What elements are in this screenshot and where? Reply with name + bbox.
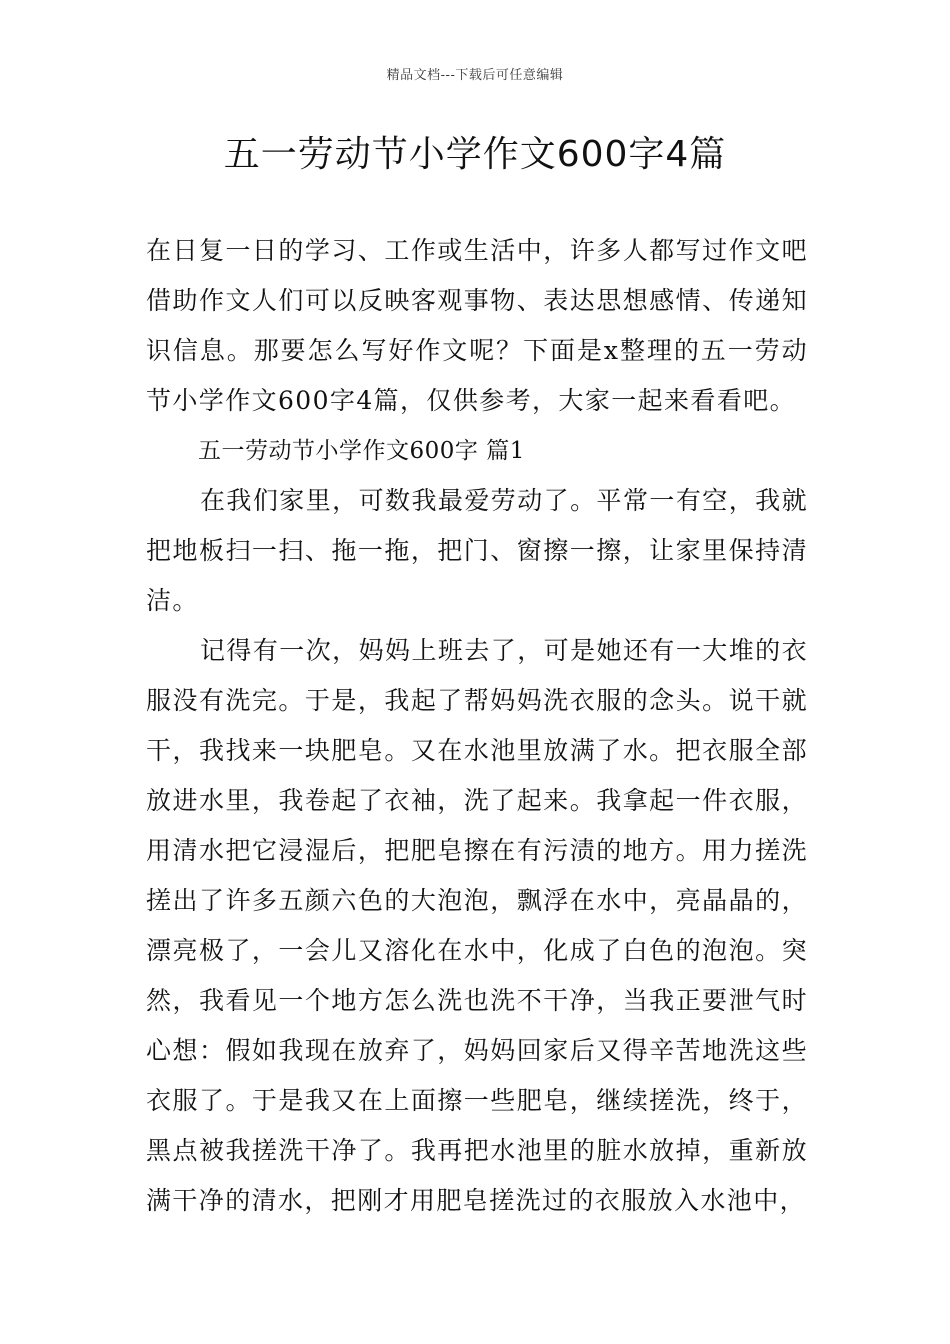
body-paragraph-1: 在我们家里，可数我最爱劳动了。平常一有空，我就把地板扫一扫、拖一拖，把门、窗擦一擦，让家里保持清洁。 (146, 486, 808, 615)
document-body (146, 226, 808, 1226)
document-title: 五一劳动节小学作文600字4篇 (223, 134, 727, 175)
header-note: 精品文档---下载后可任意编辑 (386, 68, 564, 83)
section-heading: 五一劳动节小学作文600字 篇1 (198, 438, 525, 464)
intro-paragraph: 在日复一日的学习、工作或生活中，许多人都写过作文吧借助作文人们可以反映客观事物、表达思想感情、传递知识信息。那要怎么写好作文呢？下面是x整理的五一劳动节小学作文600字4篇，仅供参考，大家一起来看看吧。 (146, 236, 808, 415)
body-paragraph-2: 记得有一次，妈妈上班去了，可是她还有一大堆的衣服没有洗完。于是，我起了帮妈妈洗衣服的念头。说干就干，我找来一块肥皂。又在水池里放满了水。把衣服全部放进水里，我卷起了衣袖，洗了起来。我拿起一件衣服，用清水把它浸湿后，把肥皂擦在有污渍的地方。用力搓洗搓出了许多五颜六色的大泡泡，飘浮在水中，亮晶晶的，漂亮极了，一会儿又溶化在水中，化成了白色的泡泡。突然，我看见一个地方怎么洗也洗不干净，当我正要泄气时心想：假如我现在放弃了，妈妈回家后又得辛苦地洗这些衣服了。于是我又在上面擦一些肥皂，继续搓洗，终于，黑点被我搓洗干净了。我再把水池里的脏水放掉，重新放满干净的清水，把刚才用肥皂搓洗过的衣服放入水池中， (146, 636, 808, 1215)
